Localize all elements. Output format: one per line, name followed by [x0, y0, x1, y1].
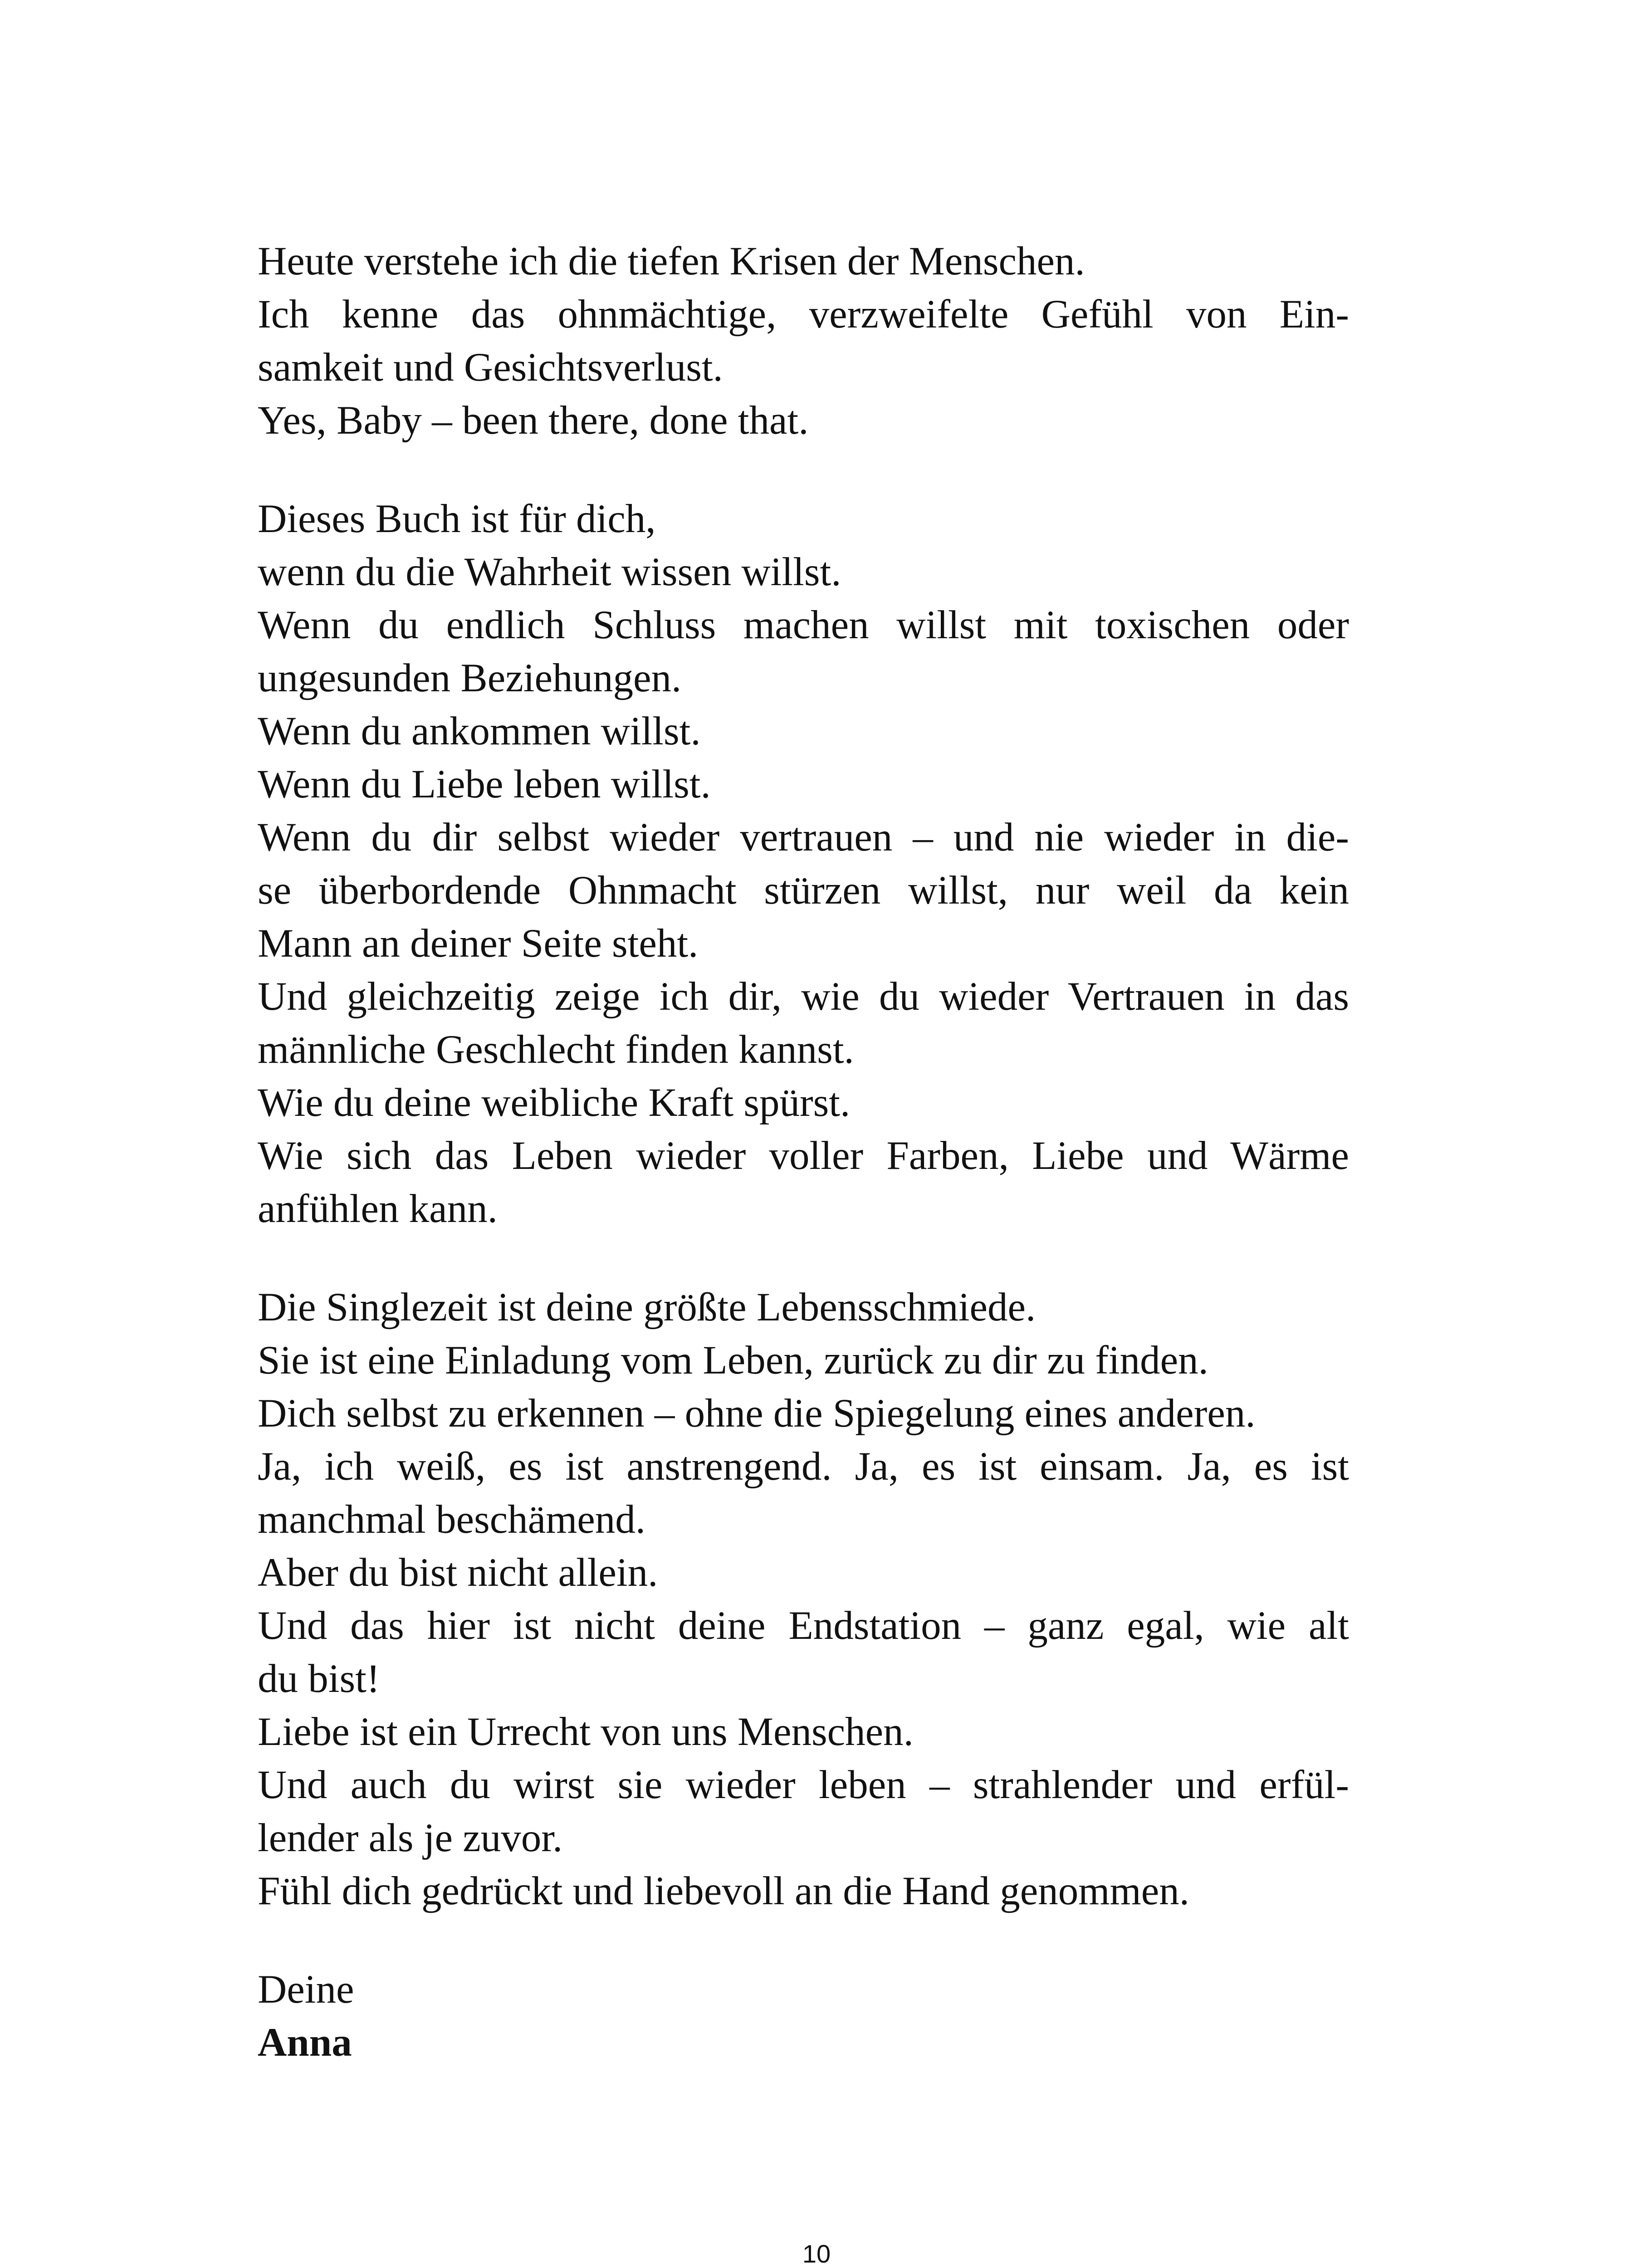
text-line: se überbordende Ohnmacht stürzen willst, nur weil da kein — [258, 868, 1349, 913]
text-line: wenn du die Wahrheit wissen willst. — [258, 550, 841, 594]
body-text — [258, 235, 1349, 2069]
paragraph-gap — [258, 1236, 1349, 1281]
signoff-greeting: Deine — [258, 1967, 354, 2012]
paragraph — [258, 235, 1349, 447]
text-line: Die Singlezeit ist deine größte Lebensschmiede. — [258, 1285, 1036, 1330]
text-line: Dich selbst zu erkennen – ohne die Spiegelung eines anderen. — [258, 1391, 1256, 1436]
text-line: Ich kenne das ohnmächtige, verzweifelte Gefühl von Ein- — [258, 292, 1349, 337]
text-line: männliche Geschlecht finden kannst. — [258, 1027, 854, 1072]
text-line: lender als je zuvor. — [258, 1816, 563, 1860]
text-line: Wie du deine weibliche Kraft spürst. — [258, 1080, 851, 1125]
paragraph — [258, 1281, 1349, 1918]
text-line: Sie ist eine Einladung vom Leben, zurück zu dir zu finden. — [258, 1338, 1208, 1383]
text-line: Und gleichzeitig zeige ich dir, wie du wieder Vertrauen in das — [258, 974, 1349, 1019]
text-line: manchmal beschämend. — [258, 1497, 646, 1542]
text-line: du bist! — [258, 1657, 380, 1701]
text-line: Fühl dich gedrückt und liebevoll an die Hand genommen. — [258, 1869, 1189, 1913]
text-line: Heute verstehe ich die tiefen Krisen der Menschen. — [258, 239, 1085, 284]
text-line: Und auch du wirst sie wieder leben – strahlender und erfül- — [258, 1763, 1349, 1807]
text-line: Wenn du endlich Schluss machen willst mit toxischen oder — [258, 603, 1349, 647]
paragraph-gap — [258, 447, 1349, 493]
text-line: Aber du bist nicht allein. — [258, 1550, 658, 1595]
text-line: Wenn du Liebe leben willst. — [258, 762, 711, 807]
text-line: Wie sich das Leben wieder voller Farben, Liebe und Wärme — [258, 1134, 1349, 1178]
text-line: Mann an deiner Seite steht. — [258, 921, 699, 966]
text-line: Ja, ich weiß, es ist anstrengend. Ja, es ist einsam. Ja, es ist — [258, 1444, 1349, 1489]
page-number: 10 — [802, 2239, 831, 2268]
paragraph — [258, 493, 1349, 1236]
signoff — [258, 1963, 1349, 2069]
text-line: Liebe ist ein Urrecht von uns Menschen. — [258, 1710, 914, 1754]
paragraph-gap — [258, 1918, 1349, 1963]
text-line: samkeit und Gesichtsverlust. — [258, 345, 723, 390]
text-line: Und das hier ist nicht deine Endstation – ganz egal, wie alt — [258, 1603, 1349, 1648]
author-name: Anna — [258, 2020, 352, 2065]
text-line: Wenn du dir selbst wieder vertrauen – und nie wieder in die- — [258, 815, 1349, 860]
text-line: Wenn du ankommen willst. — [258, 709, 701, 753]
text-line: Yes, Baby – been there, done that. — [258, 398, 809, 443]
text-line: ungesunden Beziehungen. — [258, 656, 682, 700]
text-line: anfühlen kann. — [258, 1187, 498, 1231]
text-line: Dieses Buch ist für dich, — [258, 497, 656, 541]
